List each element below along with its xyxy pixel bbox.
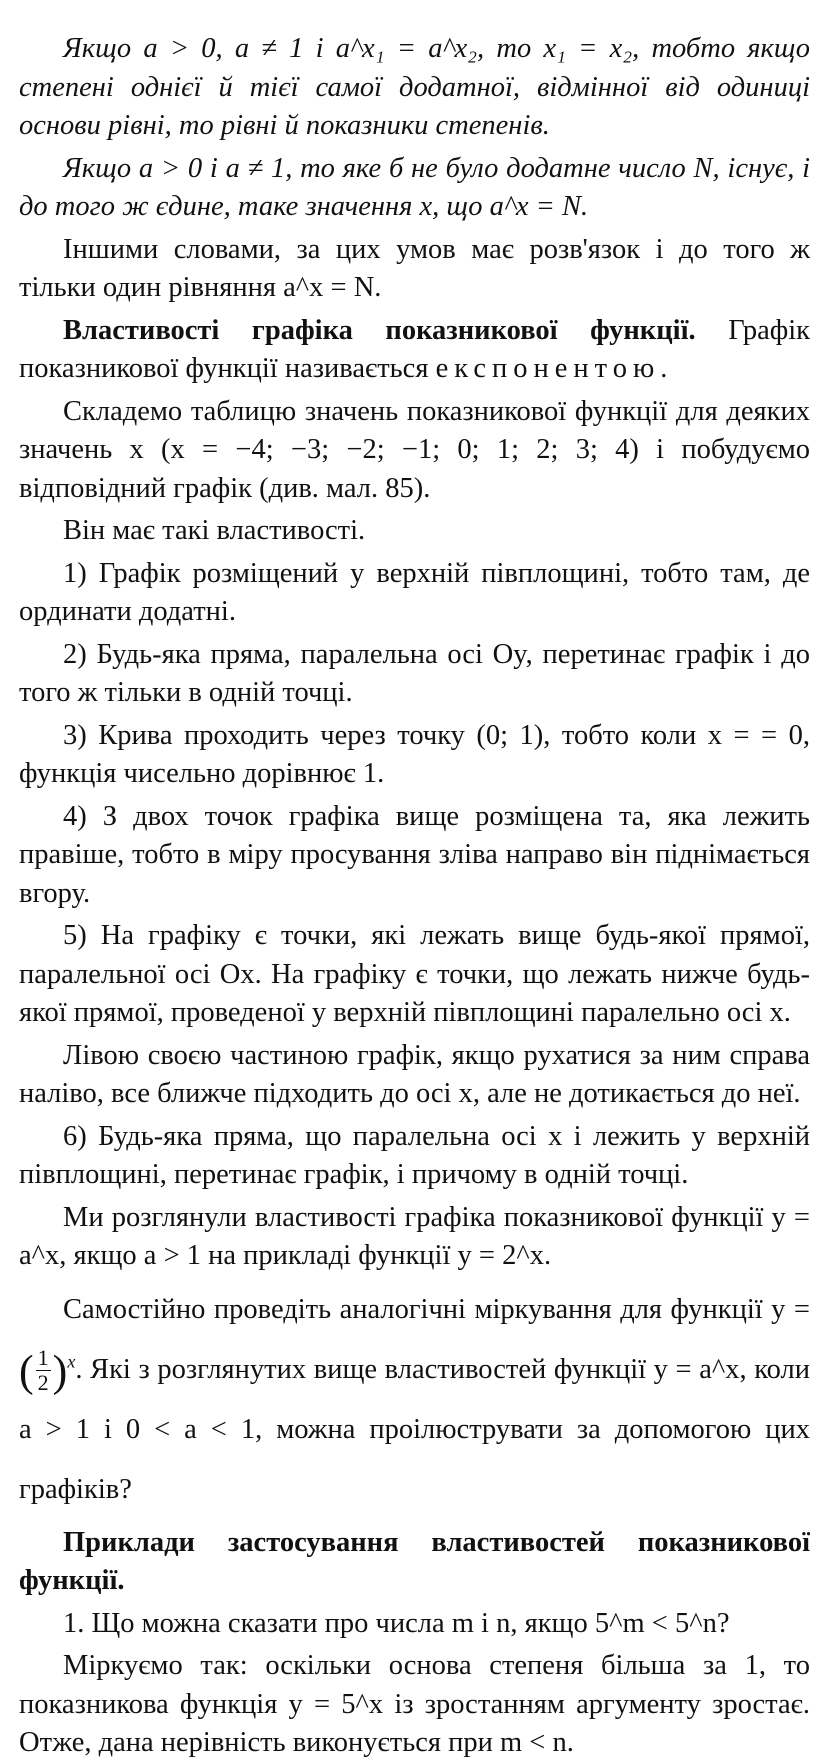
period: . xyxy=(660,353,668,384)
section-heading-graph-properties: Властивості графіка показникової функції. xyxy=(63,314,696,346)
paragraph-other-words: Іншими словами, за цих умов має розв'язок і до того ж тільки один рівняння a^x = N. xyxy=(19,233,810,303)
paren-close: ) xyxy=(52,1345,68,1395)
exercise-text-end: . Які з розглянутих вище властивостей функції y = a^x, коли a > 1 і 0 < a < 1, можна проілюструвати за допомогою цих графіків? xyxy=(19,1353,810,1505)
exercise-text-start: Самостійно проведіть аналогічні міркування для функції y = xyxy=(63,1293,810,1325)
term-exponent: експонентою xyxy=(435,353,661,384)
paragraph-unique-solution: Якщо a > 0 і a ≠ 1, то яке б не було додатне число N, існує, і до того ж єдине, таке значення x, що a^x = N. xyxy=(19,152,810,222)
paren-open: ( xyxy=(19,1345,34,1395)
paragraph-table-values: Складемо таблицю значень показникової функції для деяких значень x (x = −4; −3; −2; −1; 0; 1; 2; 3; 4) і побудуємо відповідний графік (див. мал. 85). xyxy=(19,395,810,504)
property-1: 1) Графік розміщений у верхній півплощині, тобто там, де ординати додатні. xyxy=(19,557,810,627)
property-2: 2) Будь-яка пряма, паралельна осі Oy, перетинає графік і до того ж тільки в одній точці. xyxy=(19,638,810,708)
property-4: 4) З двох точок графіка вище розміщена та, яка лежить правіше, тобто в міру просування зліва направо він піднімається вгору. xyxy=(19,800,810,909)
paragraph-exponent-definition: Графік показникової функції називається xyxy=(19,314,811,384)
section-heading-examples: Приклади застосування властивостей показникової функції. xyxy=(19,1526,810,1596)
property-5: 5) На графіку є точки, які лежать вище будь-якої прямої, паралельної осі Ox. На графіку є точки, що лежать нижче будь-якої прямої, проведеної у верхній півплощині паралельно осі x. xyxy=(19,920,810,1028)
exponent-x: x xyxy=(67,1351,76,1371)
paragraph-exercise xyxy=(19,1280,810,1520)
paragraph-equal-exponents: Якщо a > 0, a ≠ 1 і a^x₁ = a^x₂, то x₁ = x₂, тобто якщо степені однієї й тієї самої додатної, відмінної від одиниці основи рівні, то рівні й показники степенів. xyxy=(19,33,810,141)
fraction-one-half xyxy=(36,1346,51,1395)
property-3: 3) Крива проходить через точку (0; 1), тобто коли x = = 0, функція чисельно дорівнює 1. xyxy=(19,719,810,789)
property-6: 6) Будь-яка пряма, що паралельна осі x і лежить у верхній півплощині, перетинає графік, і причому в одній точці. xyxy=(19,1120,810,1190)
example-1-solution: Міркуємо так: оскільки основа степеня більша за 1, то показникова функція y = 5^x із зростанням аргументу зростає. Отже, дана нерівність виконується при m < n. xyxy=(19,1650,810,1758)
paragraph-properties-lead: Він має такі властивості. xyxy=(63,515,366,546)
fraction-numerator: 1 xyxy=(37,1345,49,1371)
paragraph-graph-properties-intro xyxy=(19,312,810,389)
fraction-denominator: 2 xyxy=(37,1370,49,1396)
paragraph-left-part: Лівою своєю частиною графік, якщо рухатися за ним справа наліво, все ближче підходить до осі x, але не дотикається до неї. xyxy=(19,1039,810,1109)
paragraph-summary: Ми розглянули властивості графіка показникової функції y = a^x, якщо a > 1 на прикладі функції y = 2^x. xyxy=(19,1201,810,1271)
example-1-question: 1. Що можна сказати про числа m і n, якщо 5^m < 5^n? xyxy=(63,1607,730,1639)
